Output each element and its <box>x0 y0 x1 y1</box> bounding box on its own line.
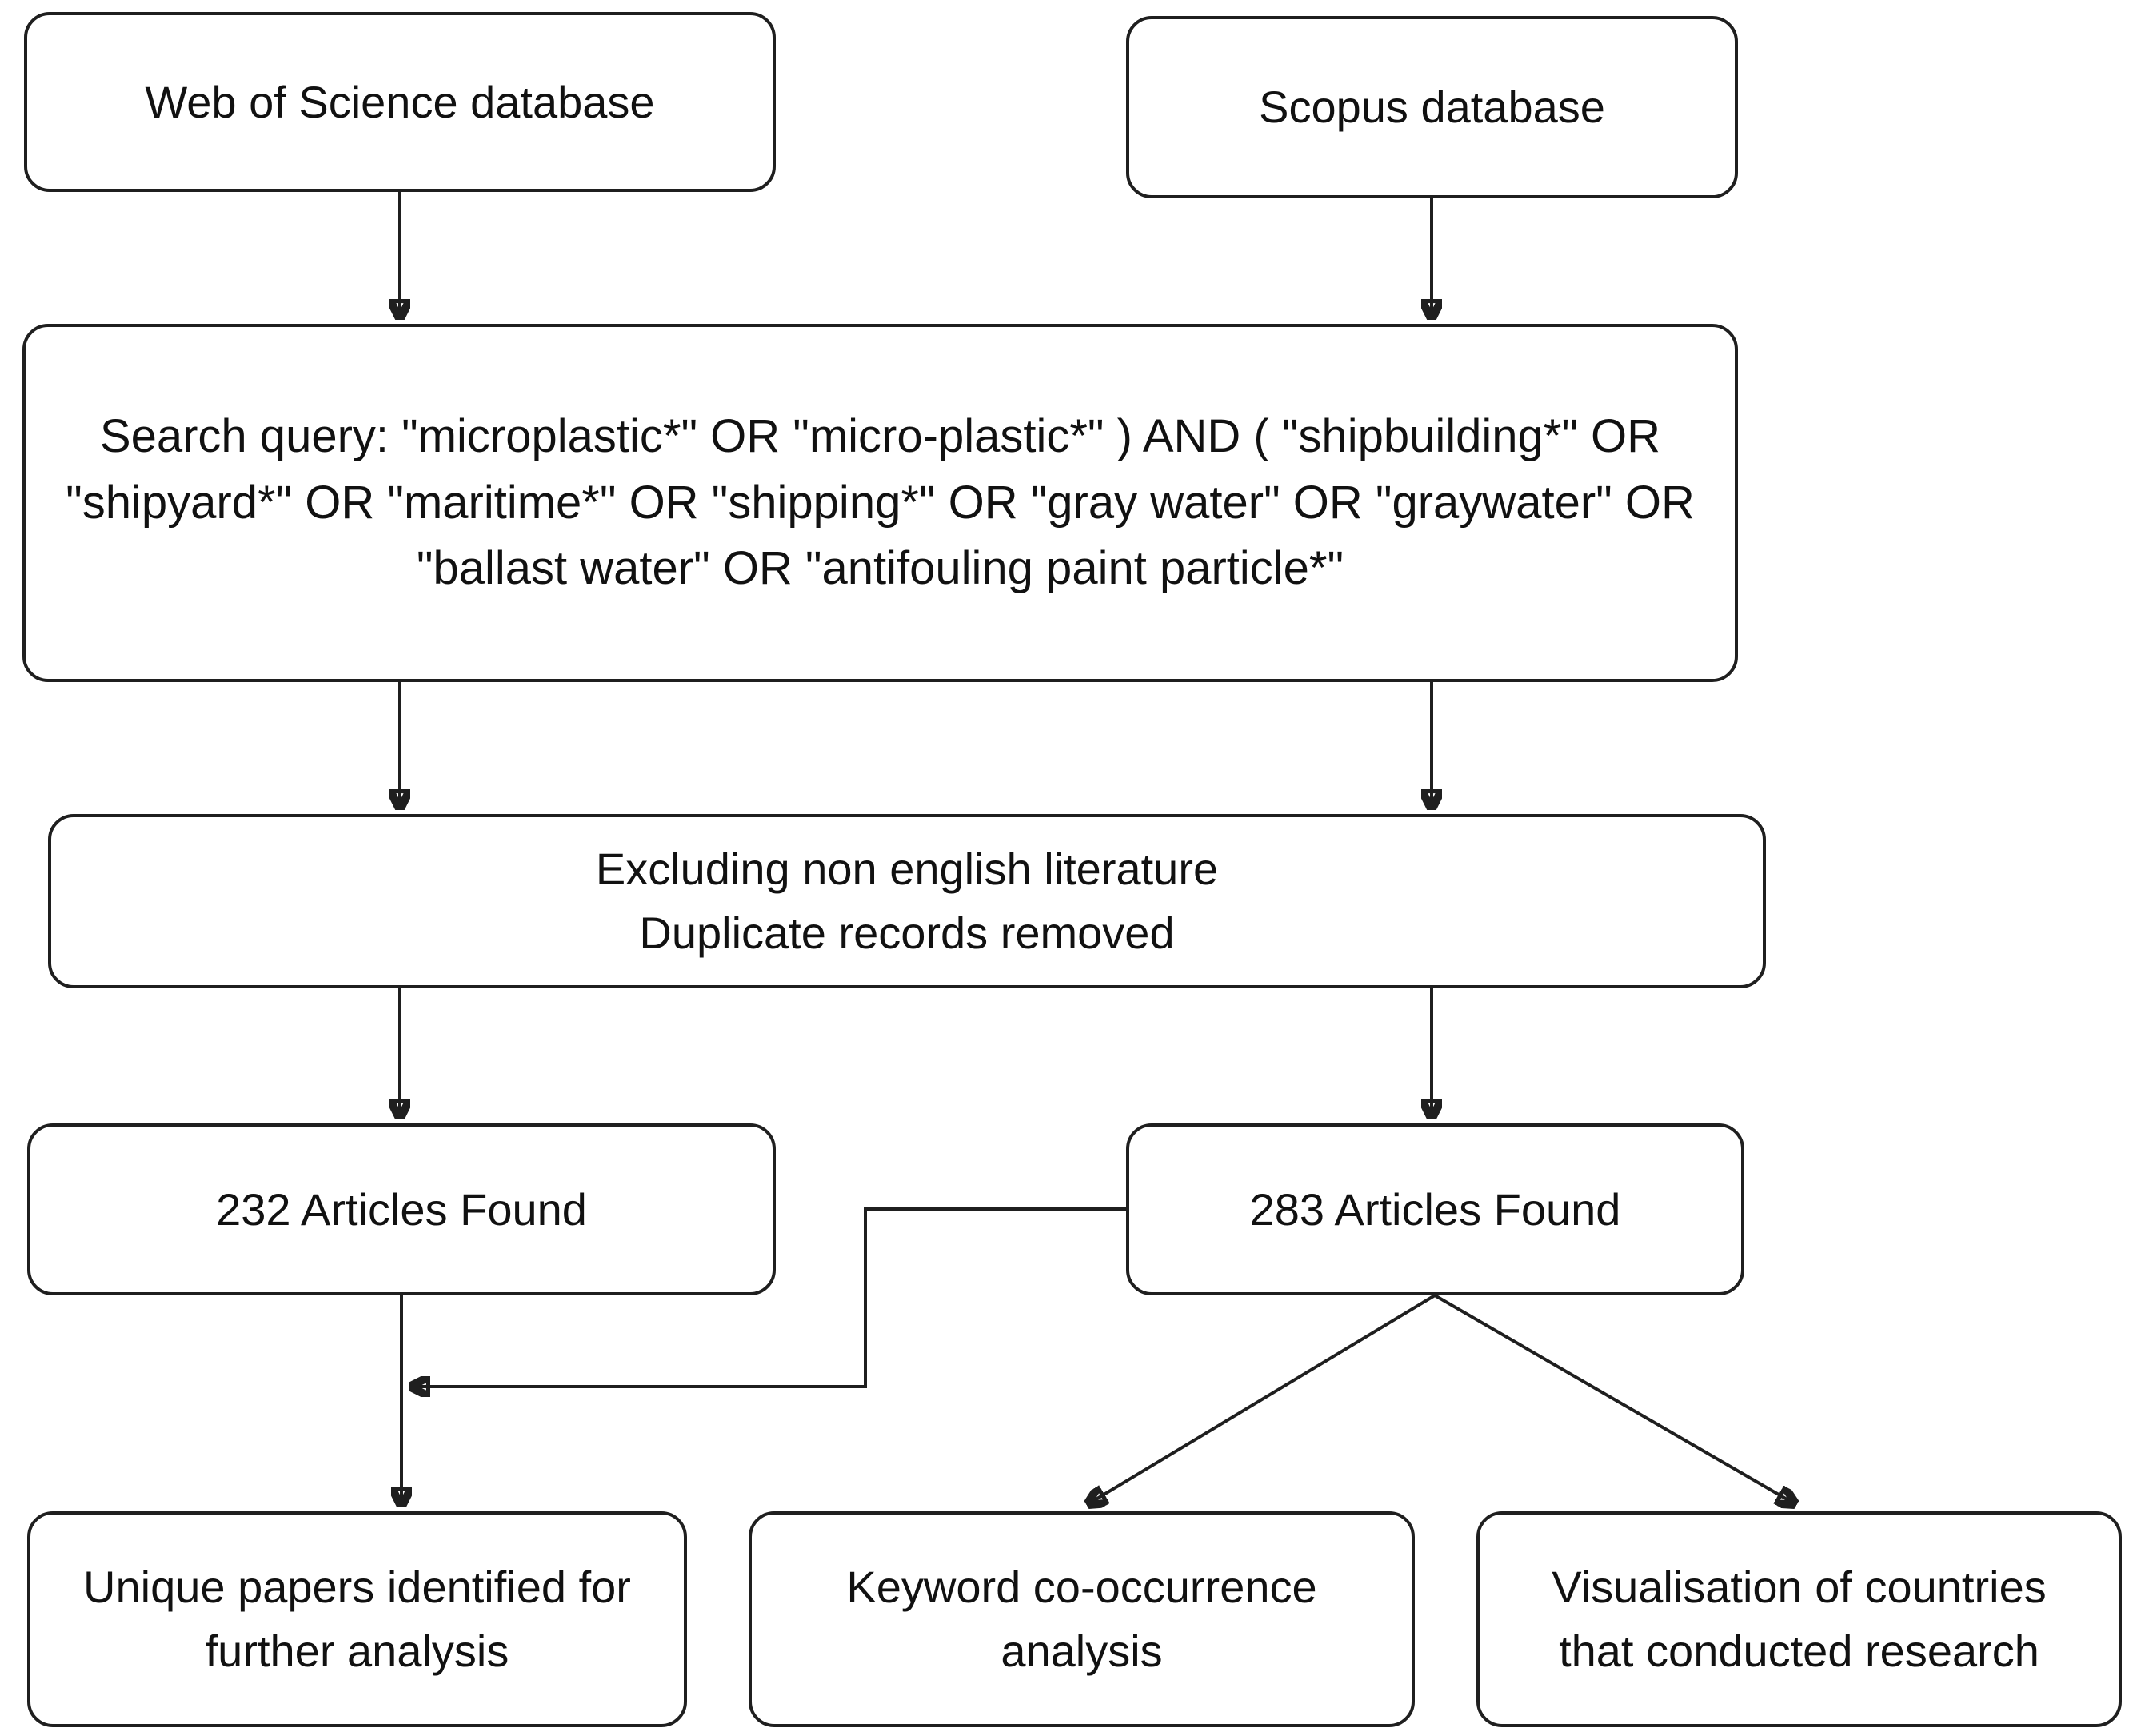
node-web-of-science-database <box>24 12 776 192</box>
node-label: Unique papers identified for further analysis <box>83 1562 631 1676</box>
node-filtering-step <box>48 814 1766 988</box>
node-label: Keyword co-occurrence analysis <box>846 1562 1317 1676</box>
node-label: Visualisation of countries that conducted research <box>1552 1562 2047 1676</box>
node-label: Search query: "microplastic*" OR "micro-plastic*" ) AND ( "shipbuilding*" OR "shipyard*" OR "maritime*" OR "shipping*" OR "gray water" OR "graywater" OR "ballast water" OR "antifouling paint particle*" <box>66 410 1695 595</box>
node-keyword-cooccurrence-analysis <box>749 1511 1415 1727</box>
node-unique-papers <box>27 1511 687 1727</box>
node-country-visualisation <box>1476 1511 2122 1727</box>
node-scopus-database <box>1126 16 1738 198</box>
node-wos-articles-found <box>27 1123 776 1295</box>
node-search-query <box>22 324 1738 682</box>
arrow-scopus-results-to-visualisation <box>1435 1295 1794 1503</box>
node-label: 283 Articles Found <box>1249 1183 1621 1235</box>
filter-line-2: Duplicate records removed <box>639 908 1175 958</box>
node-label: 232 Articles Found <box>216 1183 587 1235</box>
arrow-scopus-results-to-keyword <box>1089 1295 1435 1503</box>
node-label: Web of Science database <box>145 76 655 127</box>
node-label: Scopus database <box>1259 82 1605 133</box>
node-scopus-articles-found <box>1126 1123 1744 1295</box>
filter-line-1: Excluding non english literature <box>595 844 1219 895</box>
